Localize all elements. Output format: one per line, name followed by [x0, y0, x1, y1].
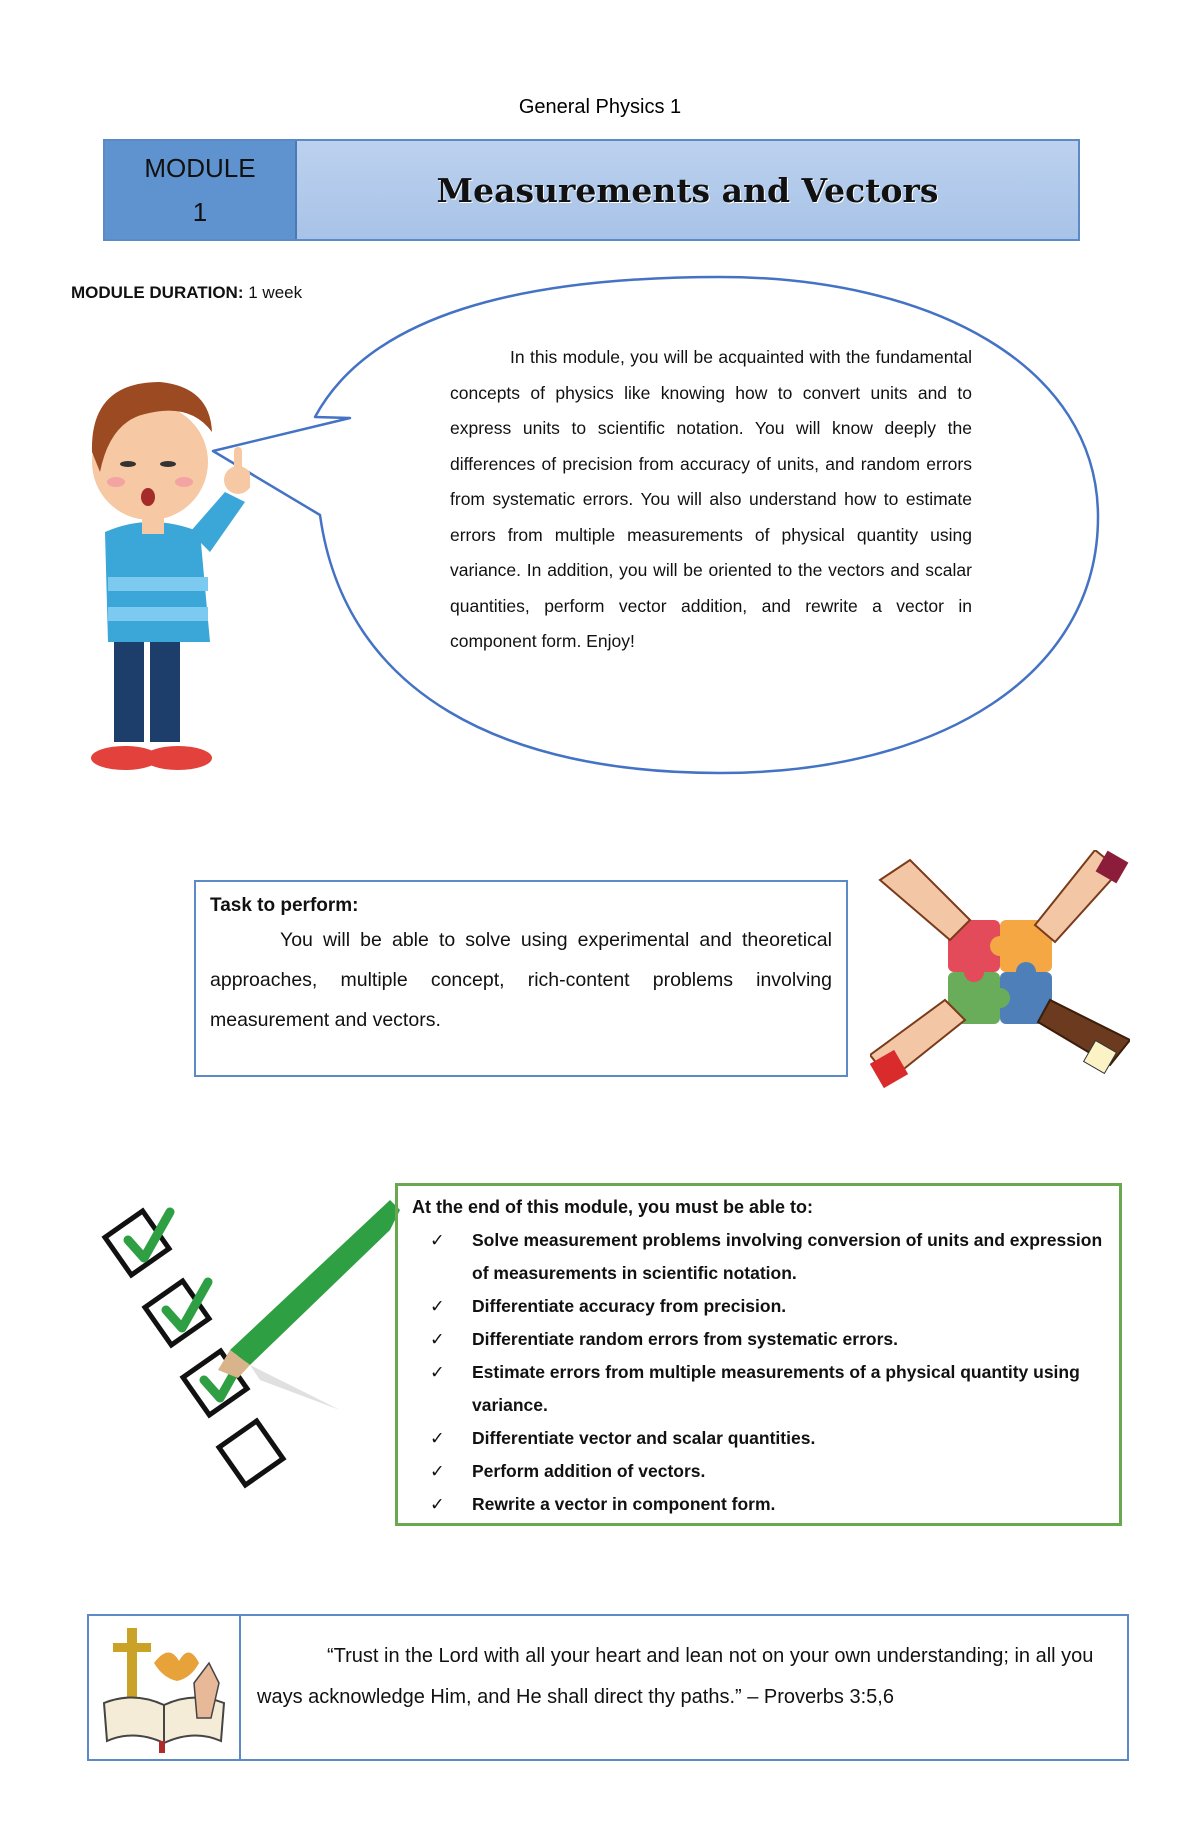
- bible-cross-praying-hands-icon: [89, 1616, 241, 1759]
- quote-box: [87, 1614, 1129, 1761]
- checklist-pencil-icon: [100, 1180, 400, 1510]
- objective-text: Solve measurement problems involving conversion of units and expression of measurements in scientific notation.: [472, 1230, 1103, 1283]
- hands-puzzle-icon: [870, 850, 1130, 1100]
- subject-heading: General Physics 1: [518, 96, 682, 118]
- check-icon: ✓: [430, 1230, 445, 1250]
- check-icon: ✓: [430, 1362, 445, 1382]
- objective-text: Rewrite a vector in component form.: [472, 1494, 776, 1514]
- objective-text: Differentiate random errors from systematic errors.: [472, 1329, 898, 1349]
- objective-text: Differentiate accuracy from precision.: [472, 1296, 787, 1316]
- objective-text: Differentiate vector and scalar quantities.: [472, 1428, 816, 1448]
- list-item: [412, 1224, 1105, 1290]
- list-item: [412, 1290, 1105, 1323]
- duration-label: MODULE DURATION:: [71, 283, 244, 302]
- list-item: [412, 1356, 1105, 1422]
- task-title: Task to perform:: [210, 895, 359, 916]
- list-item: [412, 1323, 1105, 1356]
- objectives-box: [395, 1183, 1122, 1526]
- list-item: [412, 1488, 1105, 1521]
- bible-icon: [99, 1623, 229, 1753]
- intro-paragraph: In this module, you will be acquainted with the fundamental concepts of physics like knowing how to convert units and to express units to scientific notation. You will know deeply the differences of precision from accuracy of units, and random errors from systematic errors. You will also understand how to estimate errors from multiple measurements of physical quantity using variance. In addition, you will be oriented to the vectors and scalar quantities, perform vector addition, and rewrite a vector in component form. Enjoy!: [450, 347, 972, 651]
- objectives-list: [412, 1224, 1105, 1521]
- objective-text: Perform addition of vectors.: [472, 1461, 706, 1481]
- check-icon: ✓: [430, 1296, 445, 1316]
- check-icon: ✓: [430, 1494, 445, 1514]
- module-title: Measurements and Vectors: [297, 141, 1078, 239]
- module-number-cell: [105, 141, 297, 239]
- list-item: [412, 1455, 1105, 1488]
- check-icon: ✓: [430, 1461, 445, 1481]
- objectives-title: At the end of this module, you must be able to:: [412, 1197, 814, 1217]
- objective-text: Estimate errors from multiple measurements of a physical quantity using variance.: [472, 1362, 1080, 1415]
- module-number: 1: [192, 197, 208, 227]
- duration-value: 1 week: [248, 283, 303, 302]
- task-box: [194, 880, 848, 1077]
- list-item: [412, 1422, 1105, 1455]
- task-text: You will be able to solve using experimental and theoretical approaches, multiple concept, rich-content problems involving measurement and vectors.: [210, 929, 832, 1031]
- cartoon-boy-pointing: [50, 352, 250, 782]
- bible-quote: “Trust in the Lord with all your heart and lean not on your own understanding; in all you ways acknowledge Him, and He shall direct thy paths.” – Proverbs 3:5,6: [257, 1645, 1094, 1708]
- check-icon: ✓: [430, 1329, 445, 1349]
- module-label: MODULE: [144, 153, 256, 183]
- module-banner: [103, 139, 1080, 241]
- check-icon: ✓: [430, 1428, 445, 1448]
